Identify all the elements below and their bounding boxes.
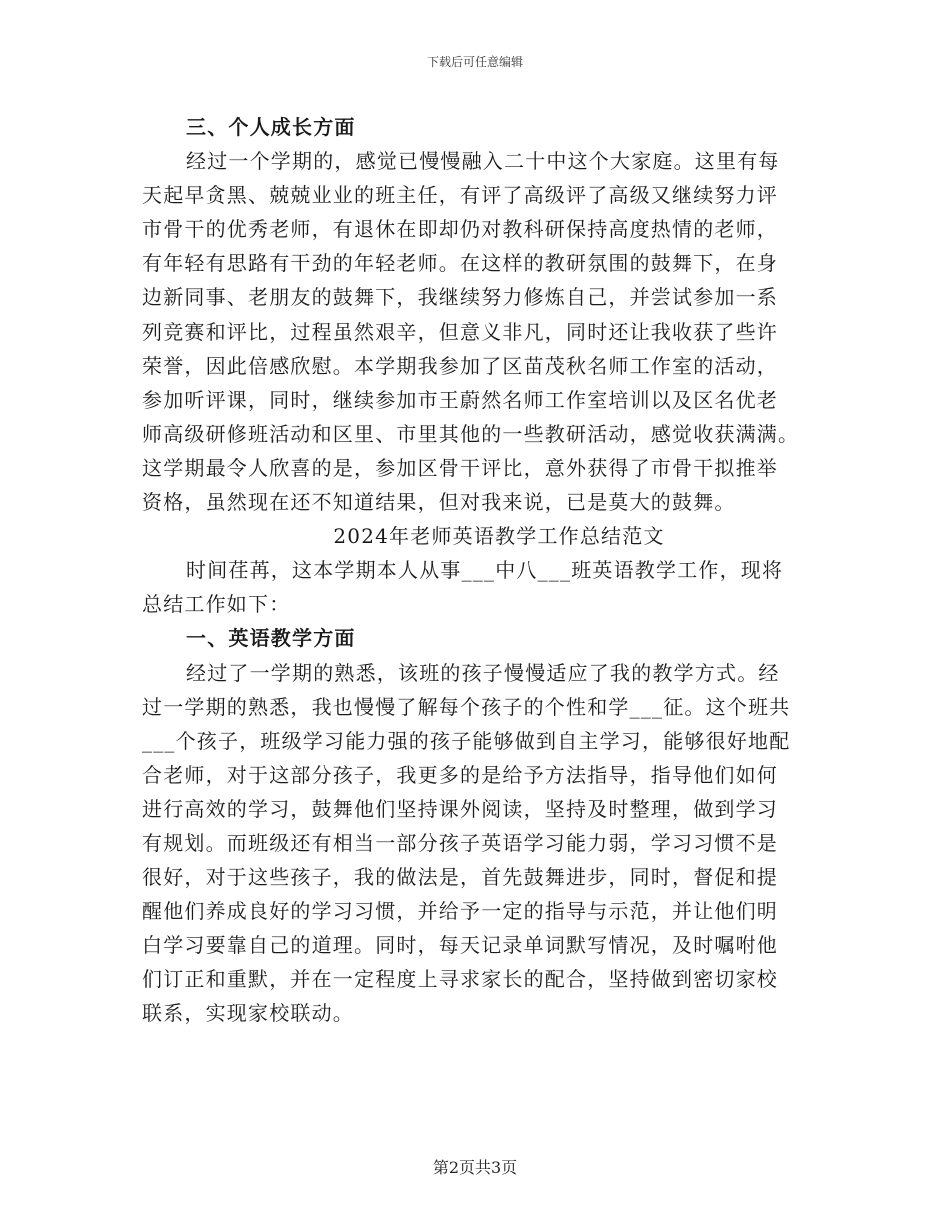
section-heading-english-teaching: 一、英语教学方面: [186, 626, 356, 651]
document-body: [142, 110, 812, 1031]
paragraph-line: ___个孩子，班级学习能力强的孩子能够做到自主学习，能够很好地配: [142, 728, 791, 753]
paragraph-line: 列竞赛和评比，过程虽然艰辛，但意义非凡，同时还让我收获了些许: [142, 319, 778, 344]
article-title: 2024年老师英语教学工作总结范文: [333, 524, 665, 549]
paragraph-line: 过一学期的熟悉，我也慢慢了解每个孩子的个性和学___征。这个班共: [142, 694, 791, 719]
paragraph-line: 进行高效的学习，鼓舞他们坚持课外阅读，坚持及时整理，做到学习: [142, 796, 778, 821]
paragraph-line: 经过了一学期的熟悉，该班的孩子慢慢适应了我的教学方式。经: [186, 660, 780, 685]
paragraph-line: 合老师，对于这部分孩子，我更多的是给予方法指导，指导他们如何: [142, 762, 778, 787]
paragraph-line: 联系，实现家校联动。: [142, 1001, 354, 1026]
paragraph-line: 天起早贪黑、兢兢业业的班主任，有评了高级评了高级又继续努力评: [142, 183, 778, 208]
paragraph-line: 有年轻有思路有干劲的年轻老师。在这样的教研氛围的鼓舞下，在身: [142, 251, 778, 276]
section-heading-personal-growth: 三、个人成长方面: [186, 115, 356, 139]
paragraph-line: 边新同事、老朋友的鼓舞下，我继续努力修炼自己，并尝试参加一系: [142, 285, 778, 310]
paragraph-line: 师高级研修班活动和区里、市里其他的一些教研活动，感觉收获满满。: [142, 421, 800, 446]
paragraph-line: 市骨干的优秀老师，有退休在即却仍对教科研保持高度热情的老师，: [142, 217, 778, 242]
paragraph-line: 很好，对于这些孩子，我的做法是，首先鼓舞进步，同时，督促和提: [142, 865, 778, 890]
paragraph-line: 经过一个学期的，感觉已慢慢融入二十中这个大家庭。这里有每: [186, 149, 780, 174]
intro-line: 总结工作如下：: [142, 592, 291, 617]
paragraph-line: 们订正和重默，并在一定程度上寻求家长的配合，坚持做到密切家校: [142, 967, 778, 992]
page-header-note: 下载后可任意编辑: [426, 55, 523, 69]
paragraph-line: 醒他们养成良好的学习习惯，并给予一定的指导与示范，并让他们明: [142, 899, 778, 924]
page-number: 第2页共3页: [432, 1158, 518, 1177]
paragraph-line: 这学期最令人欣喜的是，参加区骨干评比，意外获得了市骨干拟推举: [142, 455, 778, 480]
paragraph-line: 资格，虽然现在还不知道结果，但对我来说，已是莫大的鼓舞。: [142, 490, 736, 515]
intro-line: 时间荏苒，这本学期本人从事___中八___班英语教学工作，现将: [186, 558, 784, 583]
paragraph-line: 白学习要靠自己的道理。同时，每天记录单词默写情况，及时嘱咐他: [142, 933, 778, 958]
paragraph-line: 有规划。而班级还有相当一部分孩子英语学习能力弱，学习习惯不是: [142, 830, 778, 855]
paragraph-line: 参加听评课，同时，继续参加市王蔚然名师工作室培训以及区名优老: [142, 387, 778, 412]
paragraph-line: 荣誉，因此倍感欣慰。本学期我参加了区苗茂秋名师工作室的活动，: [142, 353, 778, 378]
